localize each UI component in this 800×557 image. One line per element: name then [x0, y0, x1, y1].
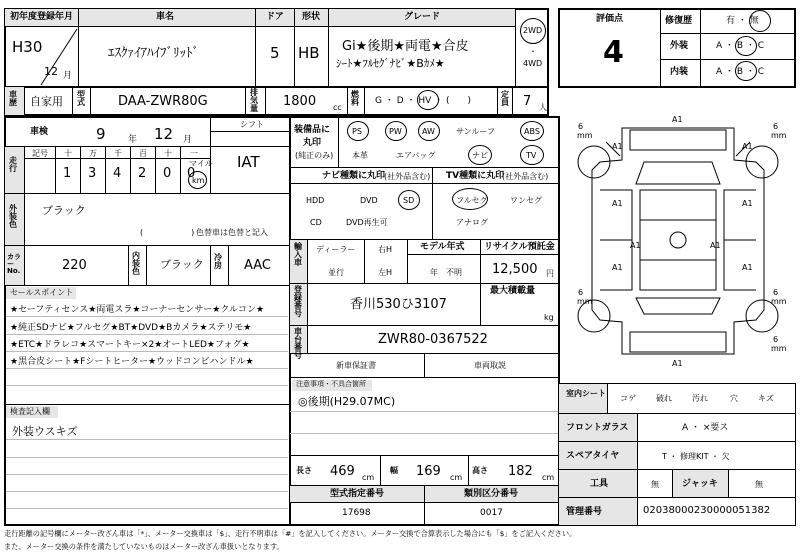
- registration-label: 登録番号: [294, 285, 302, 318]
- seat-cond: 破れ: [656, 394, 672, 403]
- sales-point-line: ★純正SDナビ★フルセグ★BT★DVD★Bカメラ★ステリモ★: [10, 323, 252, 333]
- shift-label: シフト: [240, 120, 264, 129]
- spare-label: スペアタイヤ: [566, 451, 620, 461]
- registration-number: 香川530ひ3107: [350, 297, 447, 312]
- exterior-label: 外装: [670, 41, 689, 51]
- nav-dvd: DVD: [360, 196, 378, 205]
- equip-abs: ABS: [524, 127, 540, 136]
- model-code: DAA-ZWR80G: [118, 94, 208, 109]
- inspection-month-unit: 月: [183, 135, 193, 145]
- model-year: 年 不明: [430, 268, 462, 277]
- mile-label: マイル: [189, 159, 213, 168]
- jack-label: ジャッキ: [682, 479, 718, 489]
- tv-analog: アナログ: [456, 218, 488, 227]
- fuel-hv-circle: [417, 90, 439, 110]
- tire-depth-unit: mm: [771, 344, 787, 353]
- class-no: 0017: [480, 508, 503, 518]
- sales-point-line: ★セーフティセンス★両電スラ★コーナーセンサー★クルコン★: [10, 305, 265, 315]
- tire-depth-label: 6: [773, 288, 779, 297]
- damage-mark: A1: [612, 263, 623, 272]
- ext-color-label: 外装色: [9, 204, 17, 229]
- interior-label: 内装: [670, 67, 689, 77]
- color-code-label: カラーNo.: [7, 253, 21, 275]
- repair-none-circle: [749, 10, 771, 32]
- interior-options: A ・ B ・ C: [716, 67, 765, 77]
- recycle-unit: 円: [546, 269, 554, 278]
- footer-note-2: また、メーター交換の条件を満たしていないものはメーター改ざん車扱いとなります。: [4, 542, 284, 551]
- seat-cond: キズ: [758, 394, 774, 403]
- manual-label: 車両取説: [474, 361, 506, 370]
- max-load-unit: kg: [544, 313, 554, 322]
- import-parallel: 並行: [328, 268, 344, 277]
- inspection-year: 9: [96, 125, 106, 143]
- windshield-options: A ・ ×要ス: [682, 423, 729, 433]
- height-unit: cm: [542, 473, 555, 482]
- interior-seat-label: 室内シート: [566, 389, 606, 398]
- capacity-unit: 人: [539, 103, 547, 112]
- width-unit: cm: [450, 473, 463, 482]
- tv-type-note: (社外品含む): [502, 172, 549, 181]
- damage-mark: A1: [630, 241, 641, 250]
- width-value: 169: [416, 464, 441, 479]
- equip-aw: AW: [422, 127, 435, 136]
- color-paren: ( ): [140, 228, 195, 237]
- chassis-label: 車台番号: [294, 327, 302, 360]
- displacement-label: 排気量: [250, 88, 258, 113]
- drive-2wd: 2WD: [523, 26, 543, 35]
- import-label: 輸入車: [294, 242, 302, 267]
- tire-depth-unit: mm: [771, 297, 787, 306]
- mileage-hdr-hyaku: 百: [139, 149, 147, 158]
- mileage-digit: 0: [187, 166, 196, 181]
- jack-value: 無: [755, 480, 763, 489]
- color-code: 220: [62, 258, 87, 273]
- tools-value: 無: [651, 480, 659, 489]
- first-reg-month-unit: 月: [63, 71, 73, 81]
- mgmt-number: 02038000230000051382: [643, 505, 771, 516]
- tv-type-label: TV種類に丸印: [446, 171, 505, 181]
- footer-note-1: 走行距離の記号欄にメーター改ざん車は「*」、メーター交換車は「$」、走行不明車は「#」を記入してください。メーター交換で合算表示した場合にも「$」をご記入ください。: [4, 529, 577, 538]
- nav-cd: CD: [310, 218, 322, 227]
- equip-ps: PS: [352, 127, 362, 136]
- damage-mark: A1: [742, 263, 753, 272]
- aircon: AAC: [244, 258, 271, 273]
- body-shape: HB: [298, 44, 320, 62]
- mileage-hdr-10man: 十: [64, 149, 72, 158]
- exterior-b-circle: [735, 36, 757, 56]
- interior-color: ブラック: [160, 258, 204, 271]
- damage-mark: A1: [710, 241, 721, 250]
- nav-hdd: HDD: [306, 196, 325, 205]
- equip-leather: 本革: [352, 151, 368, 160]
- mileage-hdr-symbol: 記号: [32, 149, 48, 158]
- length-value: 469: [330, 464, 355, 479]
- first-reg-label: 初年度登録年月: [10, 12, 74, 22]
- equip-tv: TV: [526, 151, 537, 160]
- equipment-label-2: 丸印: [303, 138, 322, 148]
- equipment-label-1: 装備品に: [294, 125, 331, 135]
- mileage-hdr-man: 万: [89, 149, 97, 158]
- mileage-hdr-ichi: 一: [190, 149, 198, 158]
- nav-sd: SD: [403, 196, 415, 205]
- shape-label: 形状: [302, 12, 321, 22]
- spare-options: T ・ 修理KIT ・ 欠: [662, 452, 730, 461]
- seat-cond: 汚れ: [692, 394, 708, 403]
- car-name: ｴｽｸｧｲｱﾊｲﾌﾞﾘｯﾄﾞ: [108, 46, 199, 61]
- mileage-hdr-sen: 千: [114, 149, 122, 158]
- recycle-label: リサイクル預託金: [484, 242, 555, 252]
- damage-mark: A1: [612, 199, 623, 208]
- capacity-label: 定員: [501, 90, 509, 107]
- nav-dvd-play: DVD再生可: [346, 218, 388, 227]
- repair-label: 修復歴: [665, 16, 693, 26]
- damage-mark: A1: [672, 115, 683, 124]
- inspection-label: 車検: [30, 127, 49, 137]
- type-no: 17698: [342, 508, 371, 518]
- mileage-digit: 0: [163, 166, 172, 181]
- ext-color: ブラック: [42, 204, 86, 217]
- sales-point-line: ★ETC★ドラレコ★スマートキー×2★オートLED★フォグ★: [10, 340, 250, 350]
- import-dealer: ディーラー: [316, 245, 356, 254]
- mileage-digit: 2: [138, 166, 147, 181]
- recycle-fee: 12,500: [492, 262, 538, 277]
- nav-type-label: ナビ種類に丸印: [322, 171, 386, 181]
- import-right-h: 右H: [378, 245, 393, 254]
- height-value: 182: [508, 464, 533, 479]
- width-label: 幅: [390, 466, 398, 475]
- max-load-label: 最大積載量: [490, 286, 536, 296]
- use-type: 自家用: [30, 95, 63, 108]
- interior-b-circle: [735, 61, 757, 81]
- sales-points-label: セールスポイント: [10, 288, 74, 297]
- grade-line2: ｼｰﾄ★ﾌﾙｾｸﾞﾅﾋﾞ★Bｶﾒ★: [336, 57, 445, 70]
- mileage-digit: 4: [113, 166, 122, 181]
- mileage-digit: 3: [88, 166, 97, 181]
- aircon-label: 冷房: [214, 253, 222, 270]
- drive-dot: ・: [529, 47, 537, 56]
- equip-airbag: エアバッグ: [396, 151, 436, 160]
- equipment-label-3: (純正のみ): [295, 151, 334, 160]
- tire-depth-unit: mm: [771, 131, 787, 140]
- tire-depth-label: 6: [578, 288, 584, 297]
- inspection-month: 12: [154, 125, 174, 143]
- cc-unit: cc: [333, 103, 342, 112]
- capacity: 7: [523, 94, 532, 109]
- door-count: 5: [270, 44, 280, 62]
- mileage-label: 走行: [9, 156, 17, 173]
- displacement: 1800: [283, 94, 317, 109]
- equip-sunroof: サンルーフ: [456, 127, 495, 136]
- model-year-label: モデル年式: [420, 242, 465, 252]
- tv-oneseg: ワンセグ: [510, 196, 542, 205]
- door-label: ドア: [266, 12, 284, 22]
- vehicle-damage-diagram: [560, 100, 796, 380]
- type-no-label: 型式指定番号: [330, 489, 385, 499]
- import-left-h: 左H: [378, 268, 393, 277]
- inspector-note: 外装ウスキズ: [12, 425, 78, 438]
- tools-label: 工具: [590, 479, 609, 489]
- mgmt-label: 管理番号: [566, 507, 603, 517]
- length-unit: cm: [362, 473, 375, 482]
- tire-depth-label: 6: [773, 335, 779, 344]
- use-label: 車歴: [9, 90, 17, 107]
- notes-text: ◎後期(H29.07MC): [298, 395, 396, 408]
- left-info-block: [4, 116, 291, 526]
- class-no-label: 類別区分番号: [464, 489, 519, 499]
- tv-fullseg: フルセグ: [456, 196, 488, 205]
- tire-depth-label: 6: [773, 122, 779, 131]
- nav-type-note: (社外品含む): [384, 172, 431, 181]
- fuel-options: G ・ D ・ HV ・ ( ): [375, 96, 472, 106]
- km-label: km: [192, 176, 205, 185]
- repair-options: 有 ・ 無: [726, 16, 759, 26]
- score-value: 4: [603, 35, 624, 70]
- score-label: 評価点: [596, 14, 624, 24]
- damage-mark: A1: [742, 199, 753, 208]
- sales-point-line: ★黒合皮シート★Fシートヒーター★ウッドコンビハンドル★: [10, 357, 254, 367]
- tire-depth-unit: mm: [577, 297, 593, 306]
- first-reg-year: H30: [12, 38, 43, 56]
- seat-cond: 穴: [730, 394, 738, 403]
- equip-pw: PW: [389, 127, 402, 136]
- inspection-year-unit: 年: [128, 135, 138, 145]
- fuel-label: 燃料: [351, 90, 359, 107]
- first-reg-month: 12: [44, 65, 58, 78]
- damage-mark: A1: [742, 142, 753, 151]
- damage-mark: A1: [612, 142, 623, 151]
- exterior-options: A ・ B ・ C: [716, 41, 765, 51]
- tire-depth-unit: mm: [577, 131, 593, 140]
- grade-label: グレード: [404, 12, 441, 22]
- length-label: 長さ: [296, 466, 312, 475]
- interior-color-label: 内装色: [132, 251, 140, 276]
- equip-navi: ナビ: [472, 151, 488, 160]
- height-label: 高さ: [472, 466, 488, 475]
- shift-value: IAT: [237, 153, 260, 171]
- tire-depth-label: 6: [578, 122, 584, 131]
- mileage-hdr-juu: 十: [164, 149, 172, 158]
- car-name-label: 車名: [156, 12, 175, 22]
- windshield-label: フロントガラス: [566, 423, 629, 433]
- model-label: 型式: [77, 90, 85, 107]
- color-note: 色替車は色替と記入: [196, 228, 268, 237]
- warranty-label: 新車保証書: [336, 361, 376, 370]
- inspector-label: 検査記入欄: [10, 407, 50, 416]
- notes-label: 注意事項・不具合箇所: [296, 380, 366, 388]
- seat-cond: コゲ: [620, 394, 636, 403]
- mileage-digit: 1: [63, 166, 72, 181]
- chassis-number: ZWR80-0367522: [378, 332, 488, 347]
- drive-4wd: 4WD: [523, 59, 543, 68]
- grade-line1: Gi★後期★両電★合皮: [342, 39, 469, 54]
- damage-mark: A1: [672, 359, 683, 368]
